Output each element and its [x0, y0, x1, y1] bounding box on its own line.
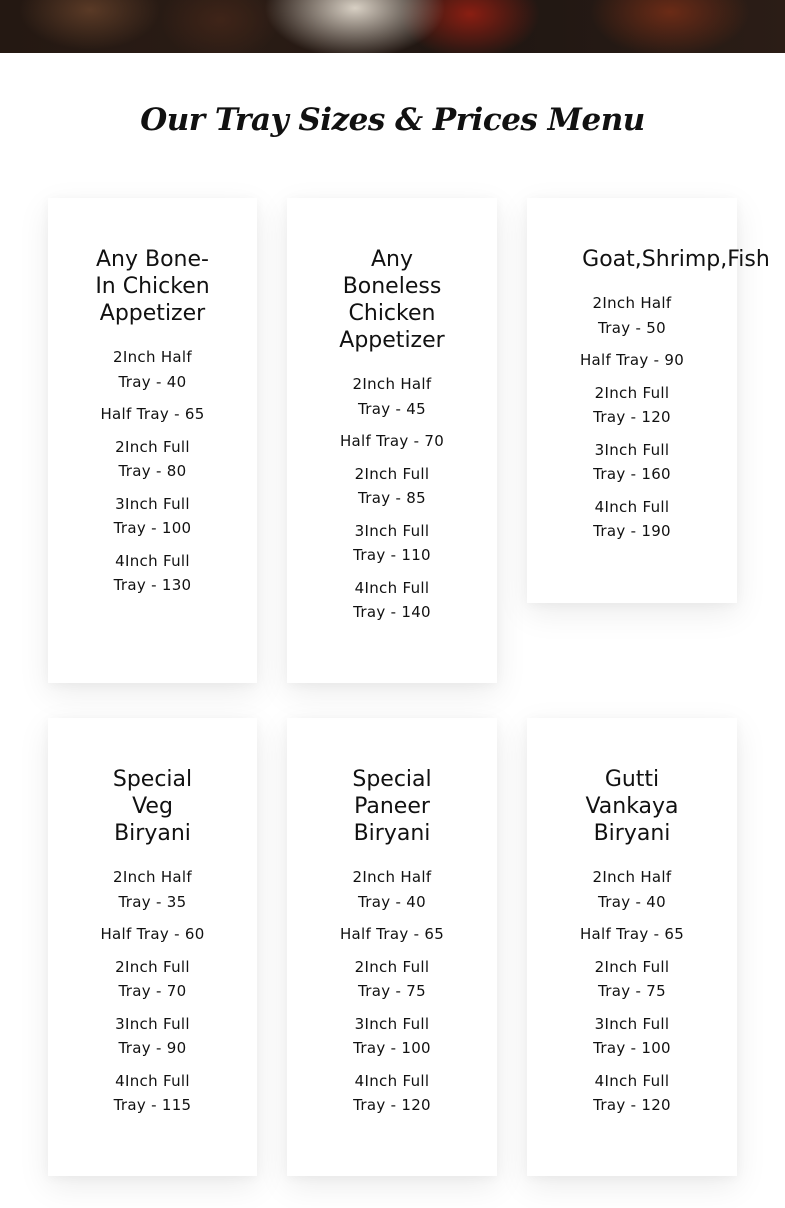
- menu-card-bone-in-chicken: [48, 198, 257, 683]
- price-item: 2Inch Half Tray - 40: [592, 868, 672, 911]
- price-item: Half Tray - 65: [579, 925, 685, 943]
- price-list: [527, 291, 737, 544]
- price-item: 4Inch Full Tray - 140: [353, 578, 431, 621]
- menu-card-special-paneer-biryani: [287, 718, 497, 1176]
- price-item: 4Inch Full Tray - 120: [593, 1071, 671, 1114]
- menu-card-boneless-chicken: [287, 198, 497, 683]
- section-title: Our Tray Sizes & Prices Menu: [140, 102, 645, 138]
- card-title: Any Boneless Chicken Appetizer: [339, 247, 445, 353]
- price-item: 3Inch Full Tray - 100: [113, 494, 192, 537]
- price-item: Half Tray - 90: [579, 351, 685, 369]
- price-list: [527, 865, 737, 1118]
- price-list: [48, 345, 257, 598]
- price-item: 3Inch Full Tray - 100: [353, 1014, 431, 1057]
- price-item: 4Inch Full Tray - 130: [113, 551, 192, 594]
- price-item: 2Inch Full Tray - 75: [594, 957, 670, 1000]
- price-item: Half Tray - 65: [100, 405, 205, 423]
- price-item: Half Tray - 65: [339, 925, 445, 943]
- card-title: Special Paneer Biryani: [352, 767, 432, 846]
- price-item: 3Inch Full Tray - 100: [593, 1014, 671, 1057]
- price-item: 2Inch Full Tray - 120: [593, 383, 671, 426]
- menu-card-goat-shrimp-fish: [527, 198, 770, 603]
- price-item: 2Inch Full Tray - 80: [115, 437, 190, 480]
- price-item: 2Inch Half Tray - 40: [352, 868, 432, 911]
- price-item: Half Tray - 60: [100, 925, 205, 943]
- price-item: 2Inch Full Tray - 85: [354, 464, 430, 507]
- price-list: [287, 372, 497, 625]
- price-item: 3Inch Full Tray - 160: [593, 440, 671, 483]
- menu-card-special-veg-biryani: [48, 718, 257, 1176]
- card-title: Any Bone-In Chicken Appetizer: [95, 247, 210, 326]
- price-item: 4Inch Full Tray - 120: [353, 1071, 431, 1114]
- price-item: 2Inch Half Tray - 35: [113, 868, 192, 911]
- price-list: [48, 865, 257, 1118]
- price-item: 4Inch Full Tray - 190: [593, 497, 671, 540]
- price-list: [287, 865, 497, 1118]
- price-item: 2Inch Half Tray - 40: [113, 348, 192, 391]
- price-item: 2Inch Half Tray - 45: [352, 375, 432, 418]
- price-item: 4Inch Full Tray - 115: [113, 1071, 192, 1114]
- price-item: 3Inch Full Tray - 110: [353, 521, 431, 564]
- hero-food-banner: [0, 0, 785, 53]
- price-item: 2Inch Full Tray - 70: [115, 957, 190, 1000]
- card-title: Special Veg Biryani: [112, 767, 193, 846]
- price-item: 2Inch Full Tray - 75: [354, 957, 430, 1000]
- price-item: Half Tray - 70: [339, 432, 445, 450]
- price-item: 3Inch Full Tray - 90: [115, 1014, 190, 1057]
- card-title: Gutti Vankaya Biryani: [585, 767, 679, 846]
- menu-card-gutti-vankaya-biryani: [527, 718, 737, 1176]
- card-title: Goat,Shrimp,Fish: [582, 247, 770, 272]
- price-item: 2Inch Half Tray - 50: [592, 294, 672, 337]
